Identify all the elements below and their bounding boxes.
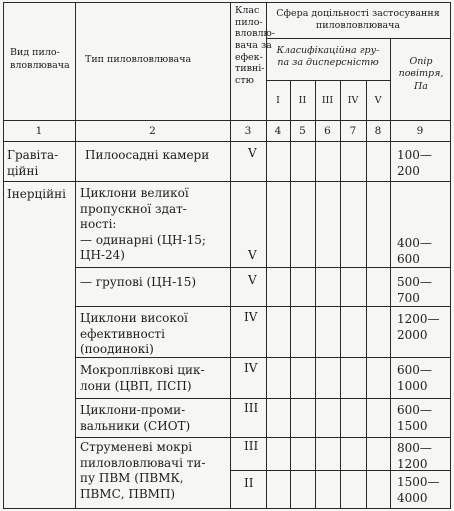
column-rule bbox=[230, 2, 231, 509]
collector-type: Циклони-проми- вальники (СИОТ) bbox=[80, 403, 191, 434]
efficiency-class: IV bbox=[244, 310, 258, 324]
column-numbers-bottom-rule bbox=[3, 141, 450, 142]
table-top-border bbox=[3, 2, 450, 3]
column-rule bbox=[315, 80, 316, 509]
air-resistance: 400— 600 bbox=[397, 236, 432, 267]
air-resistance: 600— 1500 bbox=[397, 403, 432, 434]
table-left-border bbox=[3, 2, 4, 509]
group-label: III bbox=[321, 95, 334, 106]
column-number: 9 bbox=[416, 125, 424, 137]
column-rule bbox=[390, 38, 391, 509]
column-number: 6 bbox=[324, 125, 331, 137]
table-bottom-border bbox=[3, 508, 450, 509]
header-type: Тип пиловловлювача bbox=[85, 54, 192, 65]
efficiency-class: V bbox=[248, 146, 257, 160]
collector-type: Циклони високої ефективності (поодинокі) bbox=[80, 311, 188, 357]
efficiency-class: III bbox=[244, 401, 259, 415]
collector-kind: Гравіта- ційні bbox=[7, 148, 59, 179]
column-number: 8 bbox=[374, 125, 382, 137]
collector-type: Мокроплівкові цик- лони (ЦВП, ПСП) bbox=[80, 363, 205, 394]
row-divider bbox=[75, 306, 450, 307]
group-label: II bbox=[298, 95, 307, 106]
header-air-resistance: Опір повітря, Па bbox=[398, 56, 444, 92]
header-efficiency-class: Клас пило- вловлю- вача за ефек- тивні- стю bbox=[235, 5, 275, 87]
row-divider bbox=[75, 267, 450, 268]
collector-type: Струменеві мокрі пиловловлювачі ти- пу ПВМ (ПВМК, ПВМС, ПВМП) bbox=[80, 440, 206, 501]
column-number: 1 bbox=[35, 125, 43, 137]
sphere-header-divider bbox=[266, 38, 450, 39]
group-label: IV bbox=[347, 95, 359, 106]
air-resistance: 1200— 2000 bbox=[397, 312, 440, 343]
column-number: 5 bbox=[299, 125, 306, 137]
column-rule bbox=[366, 80, 367, 509]
header-bottom-rule bbox=[3, 120, 450, 121]
header-dispersion-classification: Класифікаційна гру- па за дисперсністю bbox=[276, 45, 380, 69]
row-divider bbox=[3, 181, 450, 182]
row-divider bbox=[75, 437, 450, 438]
efficiency-class: V bbox=[248, 273, 257, 287]
air-resistance: 1500— 4000 bbox=[397, 475, 440, 506]
column-number: 4 bbox=[274, 125, 282, 137]
collector-kind: Інерційні bbox=[7, 187, 66, 201]
header-application-sphere: Сфера доцільності застосування пиловловлювача bbox=[276, 8, 440, 32]
column-number: 7 bbox=[349, 125, 357, 137]
efficiency-class: II bbox=[244, 476, 254, 490]
group-label: I bbox=[276, 95, 280, 106]
column-number: 2 bbox=[149, 125, 156, 137]
column-rule bbox=[340, 80, 341, 509]
air-resistance: 600— 1000 bbox=[397, 363, 432, 394]
row-divider bbox=[75, 398, 450, 399]
classification-header-divider bbox=[266, 80, 390, 81]
air-resistance: 800— 1200 bbox=[397, 441, 432, 472]
efficiency-class: IV bbox=[244, 361, 258, 375]
air-resistance: 500— 700 bbox=[397, 275, 432, 306]
air-resistance: 100— 200 bbox=[397, 148, 432, 179]
column-rule bbox=[290, 80, 291, 509]
efficiency-class: V bbox=[248, 248, 257, 262]
collector-type: Циклони великої пропускної здат- ності: — одинарні (ЦН-15; ЦН-24) bbox=[80, 186, 206, 263]
column-number: 3 bbox=[244, 125, 252, 137]
table-right-border bbox=[450, 2, 451, 509]
efficiency-class: III bbox=[244, 439, 259, 453]
collector-type: Пилоосадні камери bbox=[85, 148, 210, 162]
header-kind: Вид пило- вловлювача bbox=[10, 47, 70, 71]
column-rule bbox=[75, 2, 76, 509]
group-label: V bbox=[374, 95, 382, 106]
collector-type: — групові (ЦН-15) bbox=[80, 275, 197, 289]
